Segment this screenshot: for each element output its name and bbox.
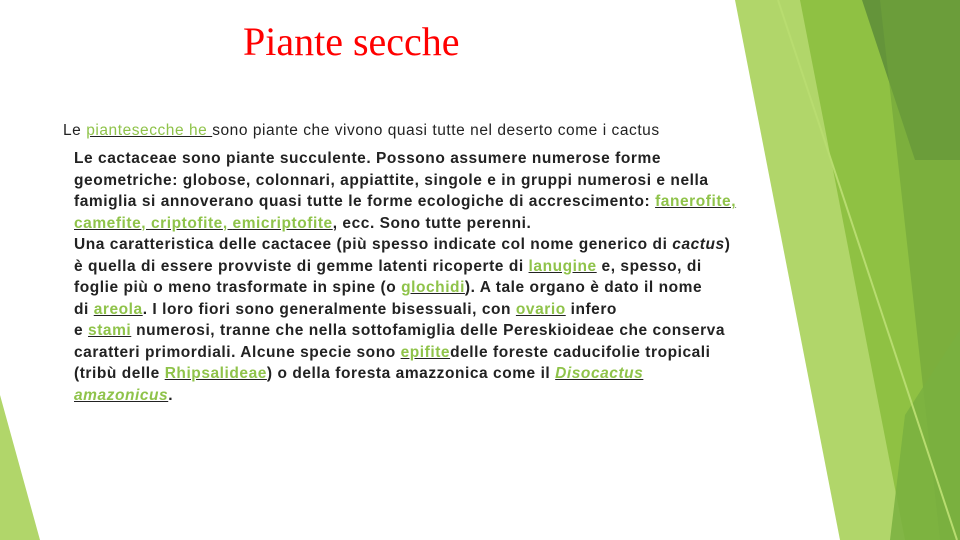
row11-mid: ) o della foresta amazzonica come il: [266, 365, 556, 382]
paragraph-row-6: [74, 256, 736, 278]
link-rhipsalideae[interactable]: Rhipsalideae: [164, 365, 267, 382]
row12-end: .: [168, 386, 174, 404]
link-epifite[interactable]: epifite: [400, 343, 451, 361]
row5-end: ): [724, 236, 731, 253]
row10-end: delle foreste caducifolie tropicali: [450, 343, 711, 361]
paragraph-row-2: geometriche: globose, colonnari, appiattite, singole e in gruppi numerosi e nella: [74, 171, 709, 189]
link-areola[interactable]: areola: [93, 300, 143, 318]
row5-text: Una caratteristica delle cactacee (più spesso indicate col nome generico di: [74, 236, 673, 253]
intro-text-end: sono piante che vivono quasi tutte nel deserto come i cactus: [212, 122, 660, 139]
paragraph-row-8: [74, 299, 736, 321]
paragraph-row-9: [74, 320, 736, 342]
link-camefite[interactable]: camefite: [74, 214, 142, 232]
link-glochidi[interactable]: glochidi: [401, 279, 465, 296]
row7-text: foglie più o meno trasformate in spine (o: [74, 279, 402, 296]
row6-end: e, spesso, di: [596, 257, 702, 275]
paragraph-row-11: [74, 363, 736, 385]
link-stami[interactable]: stami: [88, 322, 132, 339]
link-fanerofite[interactable]: fanerofite,: [655, 193, 737, 210]
row7-end: ). A tale organo è dato il nome: [464, 279, 703, 296]
row3-text: famiglia si annoverano quasi tutte le forme ecologiche di accrescimento:: [74, 193, 656, 210]
link-lanugine[interactable]: lanugine: [528, 257, 597, 275]
row11-text: (tribù delle: [74, 365, 165, 382]
intro-line: [63, 120, 660, 142]
deco-left-triangle: [0, 395, 40, 540]
slide-title: Piante secche: [243, 19, 460, 64]
link-separator-2: ,: [222, 214, 233, 232]
link-ovario[interactable]: ovario: [515, 300, 566, 318]
link-separator-1: ,: [141, 214, 152, 232]
paragraph-row-10: [74, 342, 736, 364]
row8-text: di: [74, 300, 94, 318]
row4-text: , ecc. Sono tutte perenni.: [332, 214, 532, 232]
row10-text: caratteri primordiali. Alcune specie sono: [74, 343, 401, 361]
link-amazonicus[interactable]: amazonicus: [74, 386, 169, 404]
row8-end: infero: [565, 300, 617, 318]
paragraph-row-4: [74, 213, 736, 235]
paragraph-row-1: Le cactaceae sono piante succulente. Possono assumere numerose forme: [74, 150, 661, 167]
paragraph-row-7: [74, 277, 736, 299]
row8-mid: . I loro fiori sono generalmente bisessuali, con: [142, 300, 516, 318]
row9-end: numerosi, tranne che nella sottofamiglia delle Pereskioideae che conserva: [131, 322, 726, 339]
link-disocactus[interactable]: Disocactus: [555, 365, 644, 382]
link-piante-secche[interactable]: piantesecche he: [86, 122, 213, 139]
main-paragraph: [74, 148, 736, 406]
link-emicriptofite[interactable]: emicriptofite: [232, 214, 333, 232]
row9-text: e: [74, 322, 89, 339]
paragraph-row-3: [74, 191, 736, 213]
paragraph-row-12: [74, 385, 736, 407]
intro-text-start: Le: [63, 122, 87, 139]
row6-text: è quella di essere provviste di gemme latenti ricoperte di: [74, 257, 529, 275]
italic-cactus: cactus: [672, 236, 725, 253]
paragraph-row-5: [74, 234, 736, 256]
link-criptofite[interactable]: criptofite: [151, 214, 223, 232]
